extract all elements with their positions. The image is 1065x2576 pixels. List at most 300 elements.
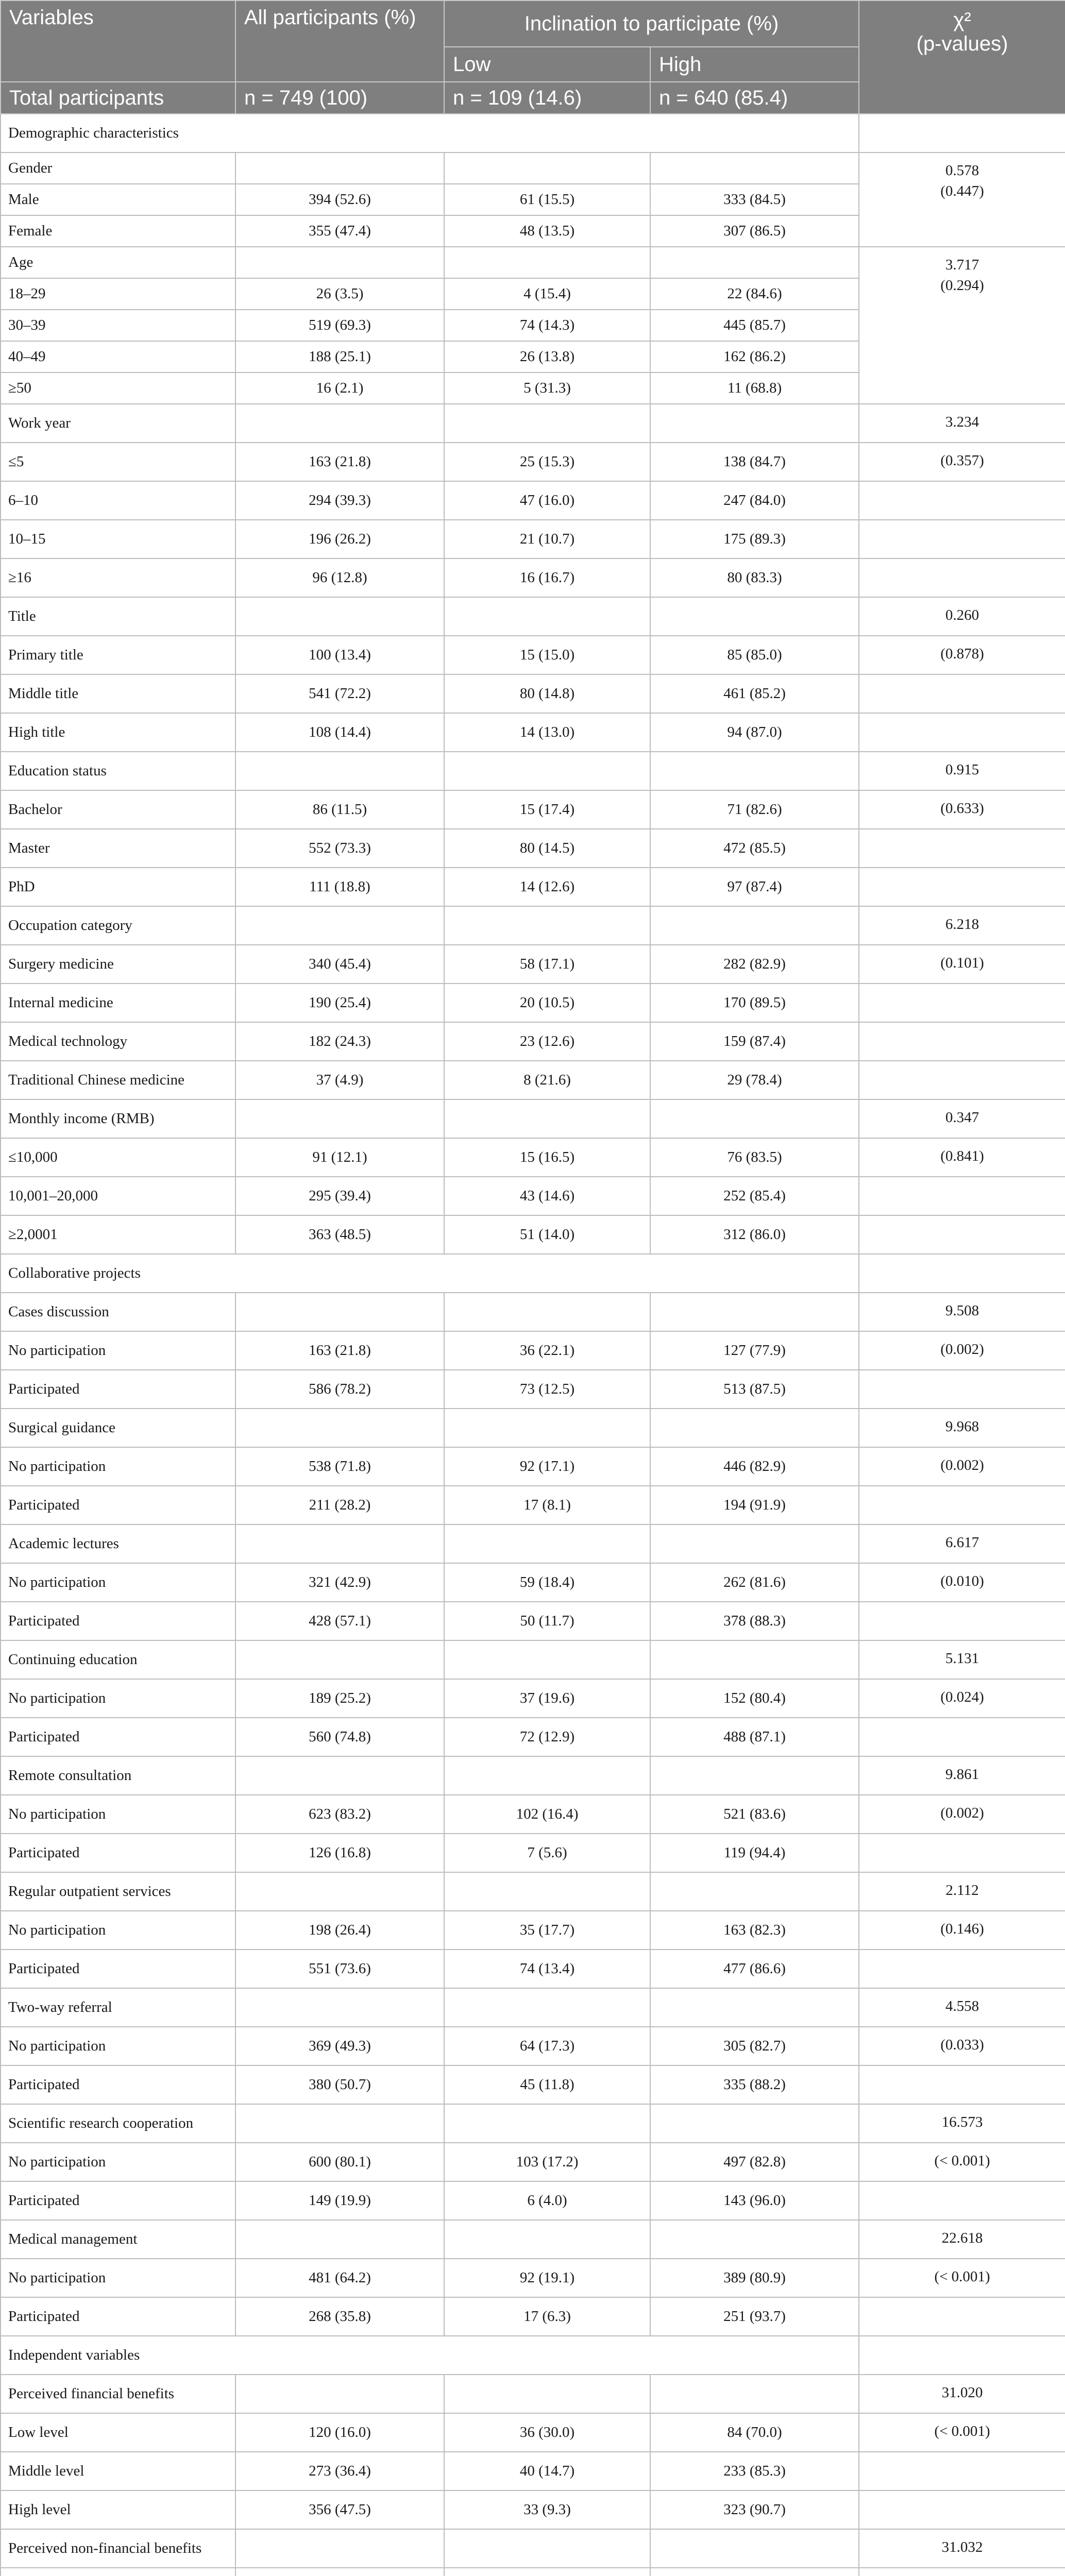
category-row: [1, 1099, 1065, 1138]
table-row: [1, 2297, 1065, 2336]
header-chi-pvalues: (p-values): [916, 32, 1008, 55]
category-label: Remote consultation: [1, 1756, 235, 1795]
high-cell: 445 (85.7): [650, 310, 859, 341]
low-cell: 103 (17.2): [444, 2143, 650, 2181]
all-participants-cell: 321 (42.9): [235, 1563, 444, 1602]
p-value: (< 0.001): [859, 2413, 1065, 2452]
chi-cell-empty: [859, 1602, 1065, 1640]
table-row: [1, 868, 1065, 906]
high-cell: 80 (83.3): [650, 558, 859, 597]
chi-square-value: 22.618: [859, 2220, 1065, 2259]
cell-empty: [650, 1872, 859, 1911]
row-label: ≥50: [1, 372, 235, 404]
category-row: [1, 1293, 1065, 1331]
chi-square-value: 3.717: [945, 257, 979, 273]
row-label: PhD: [1, 868, 235, 906]
section-row: [1, 114, 1065, 152]
row-label: No participation: [1, 1911, 235, 1950]
cell-empty: [650, 2375, 859, 2413]
category-label: Continuing education: [1, 1640, 235, 1679]
all-participants-cell: 182 (24.3): [235, 1022, 444, 1061]
low-cell: 43 (14.6): [444, 1177, 650, 1215]
all-participants-cell: 149 (19.9): [235, 2181, 444, 2220]
high-cell: 251 (93.7): [650, 2297, 859, 2336]
low-cell: 14 (13.0): [444, 713, 650, 752]
category-label: Occupation category: [1, 906, 235, 945]
chi-square-value: 31.020: [859, 2375, 1065, 2413]
low-cell: 35 (17.7): [444, 1911, 650, 1950]
chi-square-value: 9.508: [859, 1293, 1065, 1331]
high-cell: 175 (89.3): [650, 520, 859, 558]
category-row: [1, 2375, 1065, 2413]
low-cell: 61 (15.5): [444, 184, 650, 215]
table-row: [1, 1370, 1065, 1409]
all-participants-cell: 188 (25.1): [235, 341, 444, 372]
all-participants-cell: 163 (21.8): [235, 1331, 444, 1370]
table-row: [1, 481, 1065, 520]
row-label: Female: [1, 215, 235, 247]
row-label: Surgery medicine: [1, 945, 235, 984]
all-participants-cell: 111 (18.8): [235, 868, 444, 906]
row-label: Participated: [1, 1486, 235, 1524]
table-row: [1, 1215, 1065, 1254]
cell-empty: [235, 1099, 444, 1138]
table-row: [1, 1911, 1065, 1950]
all-participants-cell: 428 (57.1): [235, 1602, 444, 1640]
cell-empty: [444, 1640, 650, 1679]
low-cell: 80 (14.8): [444, 674, 650, 713]
all-participants-cell: 16 (2.1): [235, 372, 444, 404]
all-participants-cell: 541 (72.2): [235, 674, 444, 713]
header-total-high: n = 640 (85.4): [650, 82, 859, 114]
row-label: Participated: [1, 2297, 235, 2336]
table-row: [1, 1447, 1065, 1486]
high-cell: 194 (91.9): [650, 1486, 859, 1524]
low-cell: 5 (31.3): [444, 372, 650, 404]
all-participants-cell: 600 (80.1): [235, 2143, 444, 2181]
high-cell: 97 (87.4): [650, 868, 859, 906]
table-body: [1, 114, 1065, 2576]
p-value: (0.294): [940, 277, 984, 294]
table-row: [1, 2259, 1065, 2297]
cell-empty: [235, 906, 444, 945]
chi-cell-empty: [859, 114, 1065, 152]
table-row: [1, 520, 1065, 558]
chi-cell-empty: [859, 1370, 1065, 1409]
header-all-participants: All participants (%): [235, 1, 444, 82]
category-label: Medical management: [1, 2220, 235, 2259]
row-label: Traditional Chinese medicine: [1, 1061, 235, 1099]
row-label: 10,001–20,000: [1, 1177, 235, 1215]
header-low: Low: [444, 47, 650, 82]
row-label: No participation: [1, 1679, 235, 1718]
high-cell: 138 (84.7): [650, 443, 859, 481]
row-label: Participated: [1, 1602, 235, 1640]
table-row: [1, 1795, 1065, 1834]
table-row: [1, 636, 1065, 674]
table-row: [1, 713, 1065, 752]
all-participants-cell: 190 (25.4): [235, 984, 444, 1022]
low-cell: 47 (16.0): [444, 481, 650, 520]
category-label: Monthly income (RMB): [1, 1099, 235, 1138]
table-row: [1, 1331, 1065, 1370]
table-row: [1, 558, 1065, 597]
low-cell: 72 (12.9): [444, 1718, 650, 1756]
cell-empty: [235, 404, 444, 443]
cell-empty: [650, 1099, 859, 1138]
cell-empty: [444, 2220, 650, 2259]
category-row: [1, 1872, 1065, 1911]
row-label: No participation: [1, 2259, 235, 2297]
header-total-label: Total participants: [1, 82, 235, 114]
high-cell: 94 (87.0): [650, 713, 859, 752]
p-value: (0.101): [859, 945, 1065, 984]
all-participants-cell: 356 (47.5): [235, 2490, 444, 2529]
chi-cell-empty: [859, 1061, 1065, 1099]
high-cell: 29 (78.4): [650, 1061, 859, 1099]
row-label: No participation: [1, 1331, 235, 1370]
all-participants-cell: 273 (36.4): [235, 2452, 444, 2490]
low-cell: 40 (14.7): [444, 2452, 650, 2490]
row-label: ≥16: [1, 558, 235, 597]
section-title: Collaborative projects: [1, 1254, 859, 1293]
p-value: (< 0.001): [859, 2143, 1065, 2181]
cell-empty: [444, 1099, 650, 1138]
chi-cell-empty: [859, 2452, 1065, 2490]
high-cell: 461 (85.2): [650, 674, 859, 713]
low-cell: 73 (12.5): [444, 1370, 650, 1409]
high-cell: 262 (81.6): [650, 1563, 859, 1602]
high-cell: 378 (88.3): [650, 1602, 859, 1640]
chi-value: [859, 247, 1065, 404]
low-cell: [444, 2568, 650, 2576]
table-row: [1, 1602, 1065, 1640]
p-value: (0.357): [859, 443, 1065, 481]
low-cell: 26 (13.8): [444, 341, 650, 372]
all-participants-cell: 37 (4.9): [235, 1061, 444, 1099]
all-participants-cell: 96 (12.8): [235, 558, 444, 597]
row-label: No participation: [1, 1563, 235, 1602]
low-cell: 16 (16.7): [444, 558, 650, 597]
high-cell: 127 (77.9): [650, 1331, 859, 1370]
table-row: [1, 790, 1065, 829]
chi-cell-empty: [859, 984, 1065, 1022]
table-row: [1, 2143, 1065, 2181]
all-participants-cell: 355 (47.4): [235, 215, 444, 247]
chi-cell-empty: [859, 481, 1065, 520]
p-value: (0.010): [859, 1563, 1065, 1602]
all-participants-cell: 538 (71.8): [235, 1447, 444, 1486]
chi-cell-empty: [859, 1718, 1065, 1756]
all-participants-cell: 100 (13.4): [235, 636, 444, 674]
high-cell: [650, 2568, 859, 2576]
cell-empty: [444, 1524, 650, 1563]
p-value: [859, 2568, 1065, 2576]
chi-square-value: 6.617: [859, 1524, 1065, 1563]
low-cell: 21 (10.7): [444, 520, 650, 558]
category-row: [1, 906, 1065, 945]
row-label: Participated: [1, 2065, 235, 2104]
cell-empty: [444, 2375, 650, 2413]
category-label: Regular outpatient services: [1, 1872, 235, 1911]
chi-square-value: 0.578: [945, 162, 979, 179]
table-row: [1, 2027, 1065, 2065]
cell-empty: [444, 1409, 650, 1447]
category-row: [1, 247, 1065, 278]
chi-cell-empty: [859, 713, 1065, 752]
chi-cell-empty: [859, 1215, 1065, 1254]
row-label: High title: [1, 713, 235, 752]
cell-empty: [444, 1756, 650, 1795]
chi-square-value: 3.234: [859, 404, 1065, 443]
high-cell: 488 (87.1): [650, 1718, 859, 1756]
all-participants-cell: 211 (28.2): [235, 1486, 444, 1524]
cell-empty: [650, 1988, 859, 2027]
chi-cell-empty: [859, 2065, 1065, 2104]
low-cell: 59 (18.4): [444, 1563, 650, 1602]
cell-empty: [235, 152, 444, 184]
high-cell: 233 (85.3): [650, 2452, 859, 2490]
cell-empty: [444, 1293, 650, 1331]
high-cell: 335 (88.2): [650, 2065, 859, 2104]
cell-empty: [235, 1524, 444, 1563]
chi-cell-empty: [859, 1950, 1065, 1988]
all-participants-cell: 91 (12.1): [235, 1138, 444, 1177]
category-row: [1, 2529, 1065, 2568]
category-row: [1, 1756, 1065, 1795]
high-cell: 22 (84.6): [650, 278, 859, 310]
high-cell: 71 (82.6): [650, 790, 859, 829]
category-label: Education status: [1, 752, 235, 790]
table-row: [1, 945, 1065, 984]
low-cell: 15 (15.0): [444, 636, 650, 674]
cell-empty: [650, 2104, 859, 2143]
table-row: [1, 674, 1065, 713]
low-cell: 6 (4.0): [444, 2181, 650, 2220]
low-cell: 36 (30.0): [444, 2413, 650, 2452]
cell-empty: [235, 2220, 444, 2259]
low-cell: 92 (19.1): [444, 2259, 650, 2297]
p-value: (0.033): [859, 2027, 1065, 2065]
header-total-low: n = 109 (14.6): [444, 82, 650, 114]
high-cell: 472 (85.5): [650, 829, 859, 868]
cell-empty: [650, 1293, 859, 1331]
all-participants-cell: 163 (21.8): [235, 443, 444, 481]
high-cell: 252 (85.4): [650, 1177, 859, 1215]
category-label: Age: [1, 247, 235, 278]
row-label: Bachelor: [1, 790, 235, 829]
cell-empty: [235, 1988, 444, 2027]
cell-empty: [235, 2529, 444, 2568]
high-cell: 477 (86.6): [650, 1950, 859, 1988]
table-row: [1, 1486, 1065, 1524]
category-label: Two-way referral: [1, 1988, 235, 2027]
low-cell: 14 (12.6): [444, 868, 650, 906]
row-label: ≥2,0001: [1, 1215, 235, 1254]
low-cell: 7 (5.6): [444, 1834, 650, 1872]
section-title: Demographic characteristics: [1, 114, 859, 152]
chi-square-value: 0.260: [859, 597, 1065, 636]
cell-empty: [650, 1409, 859, 1447]
table-row: [1, 2065, 1065, 2104]
table-row: [1, 1950, 1065, 1988]
row-label: 18–29: [1, 278, 235, 310]
all-participants-cell: 120 (16.0): [235, 2413, 444, 2452]
low-cell: 80 (14.5): [444, 829, 650, 868]
high-cell: 159 (87.4): [650, 1022, 859, 1061]
cell-empty: [444, 152, 650, 184]
high-cell: 307 (86.5): [650, 215, 859, 247]
category-row: [1, 597, 1065, 636]
chi-square-value: 6.218: [859, 906, 1065, 945]
cell-empty: [650, 906, 859, 945]
low-cell: 64 (17.3): [444, 2027, 650, 2065]
high-cell: 152 (80.4): [650, 1679, 859, 1718]
high-cell: 312 (86.0): [650, 1215, 859, 1254]
table-row: [1, 1022, 1065, 1061]
chi-square-value: 0.915: [859, 752, 1065, 790]
all-participants-cell: [235, 2568, 444, 2576]
category-row: [1, 1640, 1065, 1679]
chi-cell-empty: [859, 868, 1065, 906]
all-participants-cell: 481 (64.2): [235, 2259, 444, 2297]
table-header: [1, 1, 1065, 114]
chi-cell-empty: [859, 1254, 1065, 1293]
all-participants-cell: 126 (16.8): [235, 1834, 444, 1872]
low-cell: 4 (15.4): [444, 278, 650, 310]
row-label: 30–39: [1, 310, 235, 341]
table-row: [1, 1061, 1065, 1099]
all-participants-cell: 560 (74.8): [235, 1718, 444, 1756]
p-value: (0.002): [859, 1331, 1065, 1370]
all-participants-cell: 394 (52.6): [235, 184, 444, 215]
all-participants-cell: 623 (83.2): [235, 1795, 444, 1834]
chi-cell-empty: [859, 1834, 1065, 1872]
category-label: Academic lectures: [1, 1524, 235, 1563]
category-label: Title: [1, 597, 235, 636]
all-participants-cell: 552 (73.3): [235, 829, 444, 868]
header-chi-square: [859, 1, 1065, 114]
row-label: Male: [1, 184, 235, 215]
category-label: Work year: [1, 404, 235, 443]
row-label: [1, 2568, 235, 2576]
all-participants-cell: 363 (48.5): [235, 1215, 444, 1254]
row-label: ≤5: [1, 443, 235, 481]
row-label: 6–10: [1, 481, 235, 520]
all-participants-cell: 369 (49.3): [235, 2027, 444, 2065]
low-cell: 74 (14.3): [444, 310, 650, 341]
chi-square-value: 5.131: [859, 1640, 1065, 1679]
high-cell: 247 (84.0): [650, 481, 859, 520]
row-label: Internal medicine: [1, 984, 235, 1022]
low-cell: 92 (17.1): [444, 1447, 650, 1486]
all-participants-cell: 586 (78.2): [235, 1370, 444, 1409]
cell-empty: [650, 404, 859, 443]
category-label: Gender: [1, 152, 235, 184]
cell-empty: [650, 1524, 859, 1563]
low-cell: 48 (13.5): [444, 215, 650, 247]
cell-empty: [444, 752, 650, 790]
row-label: ≤10,000: [1, 1138, 235, 1177]
high-cell: 323 (90.7): [650, 2490, 859, 2529]
low-cell: 51 (14.0): [444, 1215, 650, 1254]
high-cell: 170 (89.5): [650, 984, 859, 1022]
all-participants-cell: 519 (69.3): [235, 310, 444, 341]
all-participants-cell: 189 (25.2): [235, 1679, 444, 1718]
high-cell: 513 (87.5): [650, 1370, 859, 1409]
category-label: Scientific research cooperation: [1, 2104, 235, 2143]
low-cell: 23 (12.6): [444, 1022, 650, 1061]
p-value: (0.447): [940, 183, 984, 199]
low-cell: 102 (16.4): [444, 1795, 650, 1834]
category-label: Surgical guidance: [1, 1409, 235, 1447]
low-cell: 25 (15.3): [444, 443, 650, 481]
header-total-all: n = 749 (100): [235, 82, 444, 114]
cell-empty: [650, 1756, 859, 1795]
category-row: [1, 152, 1065, 184]
p-value: (0.841): [859, 1138, 1065, 1177]
high-cell: 389 (80.9): [650, 2259, 859, 2297]
low-cell: 36 (22.1): [444, 1331, 650, 1370]
header-high: High: [650, 47, 859, 82]
table-row: [1, 2413, 1065, 2452]
row-label: Middle title: [1, 674, 235, 713]
row-label: No participation: [1, 1447, 235, 1486]
p-value: (< 0.001): [859, 2259, 1065, 2297]
high-cell: 497 (82.8): [650, 2143, 859, 2181]
table-row: [1, 829, 1065, 868]
low-cell: 50 (11.7): [444, 1602, 650, 1640]
row-label: Participated: [1, 1370, 235, 1409]
high-cell: 11 (68.8): [650, 372, 859, 404]
high-cell: 282 (82.9): [650, 945, 859, 984]
row-label: Participated: [1, 1718, 235, 1756]
cell-empty: [444, 247, 650, 278]
row-label: Middle level: [1, 2452, 235, 2490]
header-chi-symbol: χ²: [953, 9, 971, 31]
cell-empty: [444, 2104, 650, 2143]
cell-empty: [650, 2220, 859, 2259]
table-row: [1, 2490, 1065, 2529]
category-label: Perceived non-financial benefits: [1, 2529, 235, 2568]
category-row: [1, 1988, 1065, 2027]
table-row: [1, 984, 1065, 1022]
header-inclination: Inclination to participate (%): [444, 1, 859, 47]
low-cell: 17 (6.3): [444, 2297, 650, 2336]
high-cell: 446 (82.9): [650, 1447, 859, 1486]
chi-cell-empty: [859, 558, 1065, 597]
cell-empty: [444, 906, 650, 945]
section-title: Independent variables: [1, 2336, 859, 2375]
category-row: [1, 2104, 1065, 2143]
table-row: [1, 1563, 1065, 1602]
row-label: Low level: [1, 2413, 235, 2452]
cell-empty: [235, 1872, 444, 1911]
high-cell: 162 (86.2): [650, 341, 859, 372]
section-row: [1, 1254, 1065, 1293]
high-cell: 84 (70.0): [650, 2413, 859, 2452]
header-variables: Variables: [1, 1, 235, 82]
cell-empty: [235, 1293, 444, 1331]
low-cell: 58 (17.1): [444, 945, 650, 984]
table-row: [1, 1138, 1065, 1177]
cell-empty: [235, 2104, 444, 2143]
low-cell: 15 (16.5): [444, 1138, 650, 1177]
table-row: [1, 1718, 1065, 1756]
p-value: (0.633): [859, 790, 1065, 829]
high-cell: 305 (82.7): [650, 2027, 859, 2065]
chi-cell-empty: [859, 2490, 1065, 2529]
